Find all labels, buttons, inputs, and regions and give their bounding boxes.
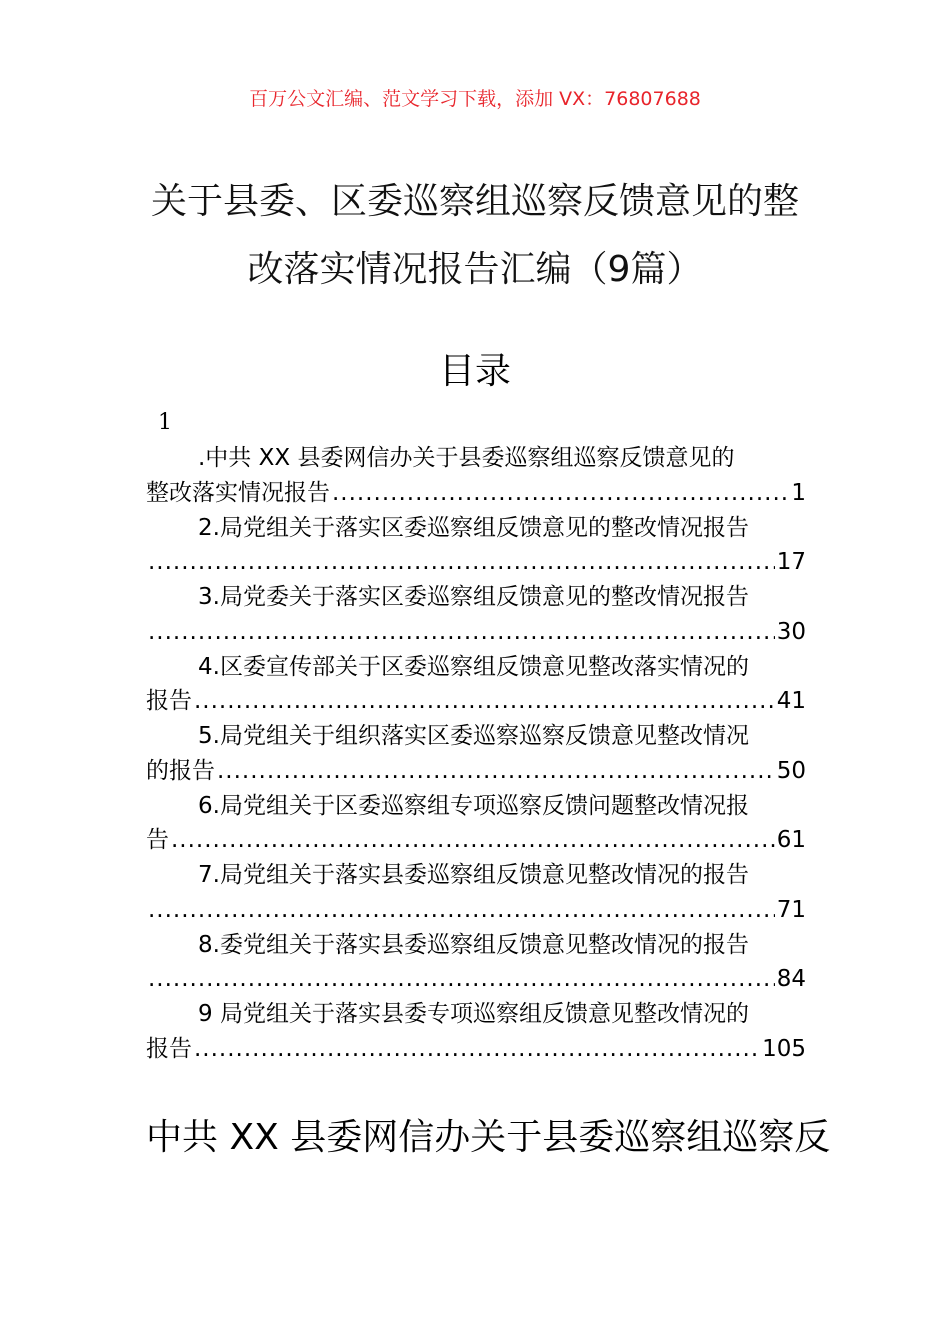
toc-entry-title[interactable]: 7.局党组关于落实县委巡察组反馈意见整改情况的报告 <box>198 862 749 888</box>
toc-leader-dots <box>171 823 775 858</box>
toc-index-number: 1 <box>158 410 172 435</box>
toc-heading: 目录 <box>438 351 511 392</box>
toc-entry[interactable] <box>146 858 806 928</box>
toc-page-number[interactable]: 41 <box>776 688 806 715</box>
toc-entry-title[interactable]: 3.局党委关于落实区委巡察组反馈意见的整改情况报告 <box>198 584 749 610</box>
toc-entry-title-continued[interactable]: 告 <box>146 827 169 854</box>
toc-page-number[interactable]: 71 <box>776 896 806 923</box>
toc-leader-dots <box>148 893 775 928</box>
toc-entry[interactable] <box>146 511 806 581</box>
header-download-note: 百万公文汇编、范文学习下载，添加 VX：76807688 <box>249 88 701 110</box>
toc-entry[interactable] <box>146 719 806 789</box>
toc-entry-title[interactable]: .中共 XX 县委网信办关于县委巡察组巡察反馈意见的 <box>198 445 735 471</box>
toc-entry-title-continued[interactable]: 整改落实情况报告 <box>146 479 330 506</box>
toc-page-number[interactable]: 30 <box>776 618 806 645</box>
toc-page-number[interactable]: 61 <box>776 827 806 854</box>
toc-entry-title[interactable]: 9 局党组关于落实县委专项巡察组反馈意见整改情况的 <box>198 1001 749 1027</box>
toc-entry[interactable] <box>146 789 806 859</box>
toc-page-number[interactable]: 50 <box>776 757 806 784</box>
toc-entry-title-continued[interactable]: 的报告 <box>146 757 215 784</box>
toc-page-number[interactable]: 17 <box>776 549 806 576</box>
toc-entry[interactable] <box>146 997 806 1067</box>
toc-leader-dots <box>194 684 775 719</box>
toc-entry-title[interactable]: 8.委党组关于落实县委巡察组反馈意见整改情况的报告 <box>198 931 749 958</box>
toc-leader-dots <box>332 476 789 511</box>
toc-entry-title[interactable]: 5.局党组关于组织落实区委巡察巡察反馈意见整改情况 <box>198 723 749 749</box>
toc-entry-title-continued[interactable]: 报告 <box>146 1035 192 1062</box>
section-heading: 中共 XX 县委网信办关于县委巡察组巡察反 <box>146 1117 831 1158</box>
toc-entry[interactable] <box>146 580 806 650</box>
document-title-line-1: 关于县委、区委巡察组巡察反馈意见的整 <box>150 181 799 222</box>
toc-entry[interactable] <box>146 441 806 511</box>
toc-entry[interactable] <box>146 928 806 998</box>
toc-leader-dots <box>194 1032 760 1067</box>
toc-leader-dots <box>148 615 775 650</box>
toc-entry[interactable] <box>146 650 806 720</box>
toc-page-number[interactable]: 105 <box>762 1035 806 1062</box>
toc-page-number[interactable]: 1 <box>791 479 806 506</box>
toc-leader-dots <box>217 754 775 789</box>
toc-page-number[interactable]: 84 <box>776 966 806 993</box>
toc-leader-dots <box>148 545 775 580</box>
toc-leader-dots <box>148 962 775 997</box>
toc-entry-title[interactable]: 6.局党组关于区委巡察组专项巡察反馈问题整改情况报 <box>198 792 749 819</box>
table-of-contents <box>146 441 806 1067</box>
toc-entry-title[interactable]: 4.区委宣传部关于区委巡察组反馈意见整改落实情况的 <box>198 653 749 680</box>
document-title-line-2: 改落实情况报告汇编（9篇） <box>247 249 703 290</box>
toc-entry-title-continued[interactable]: 报告 <box>146 688 192 715</box>
toc-entry-title[interactable]: 2.局党组关于落实区委巡察组反馈意见的整改情况报告 <box>198 514 749 541</box>
